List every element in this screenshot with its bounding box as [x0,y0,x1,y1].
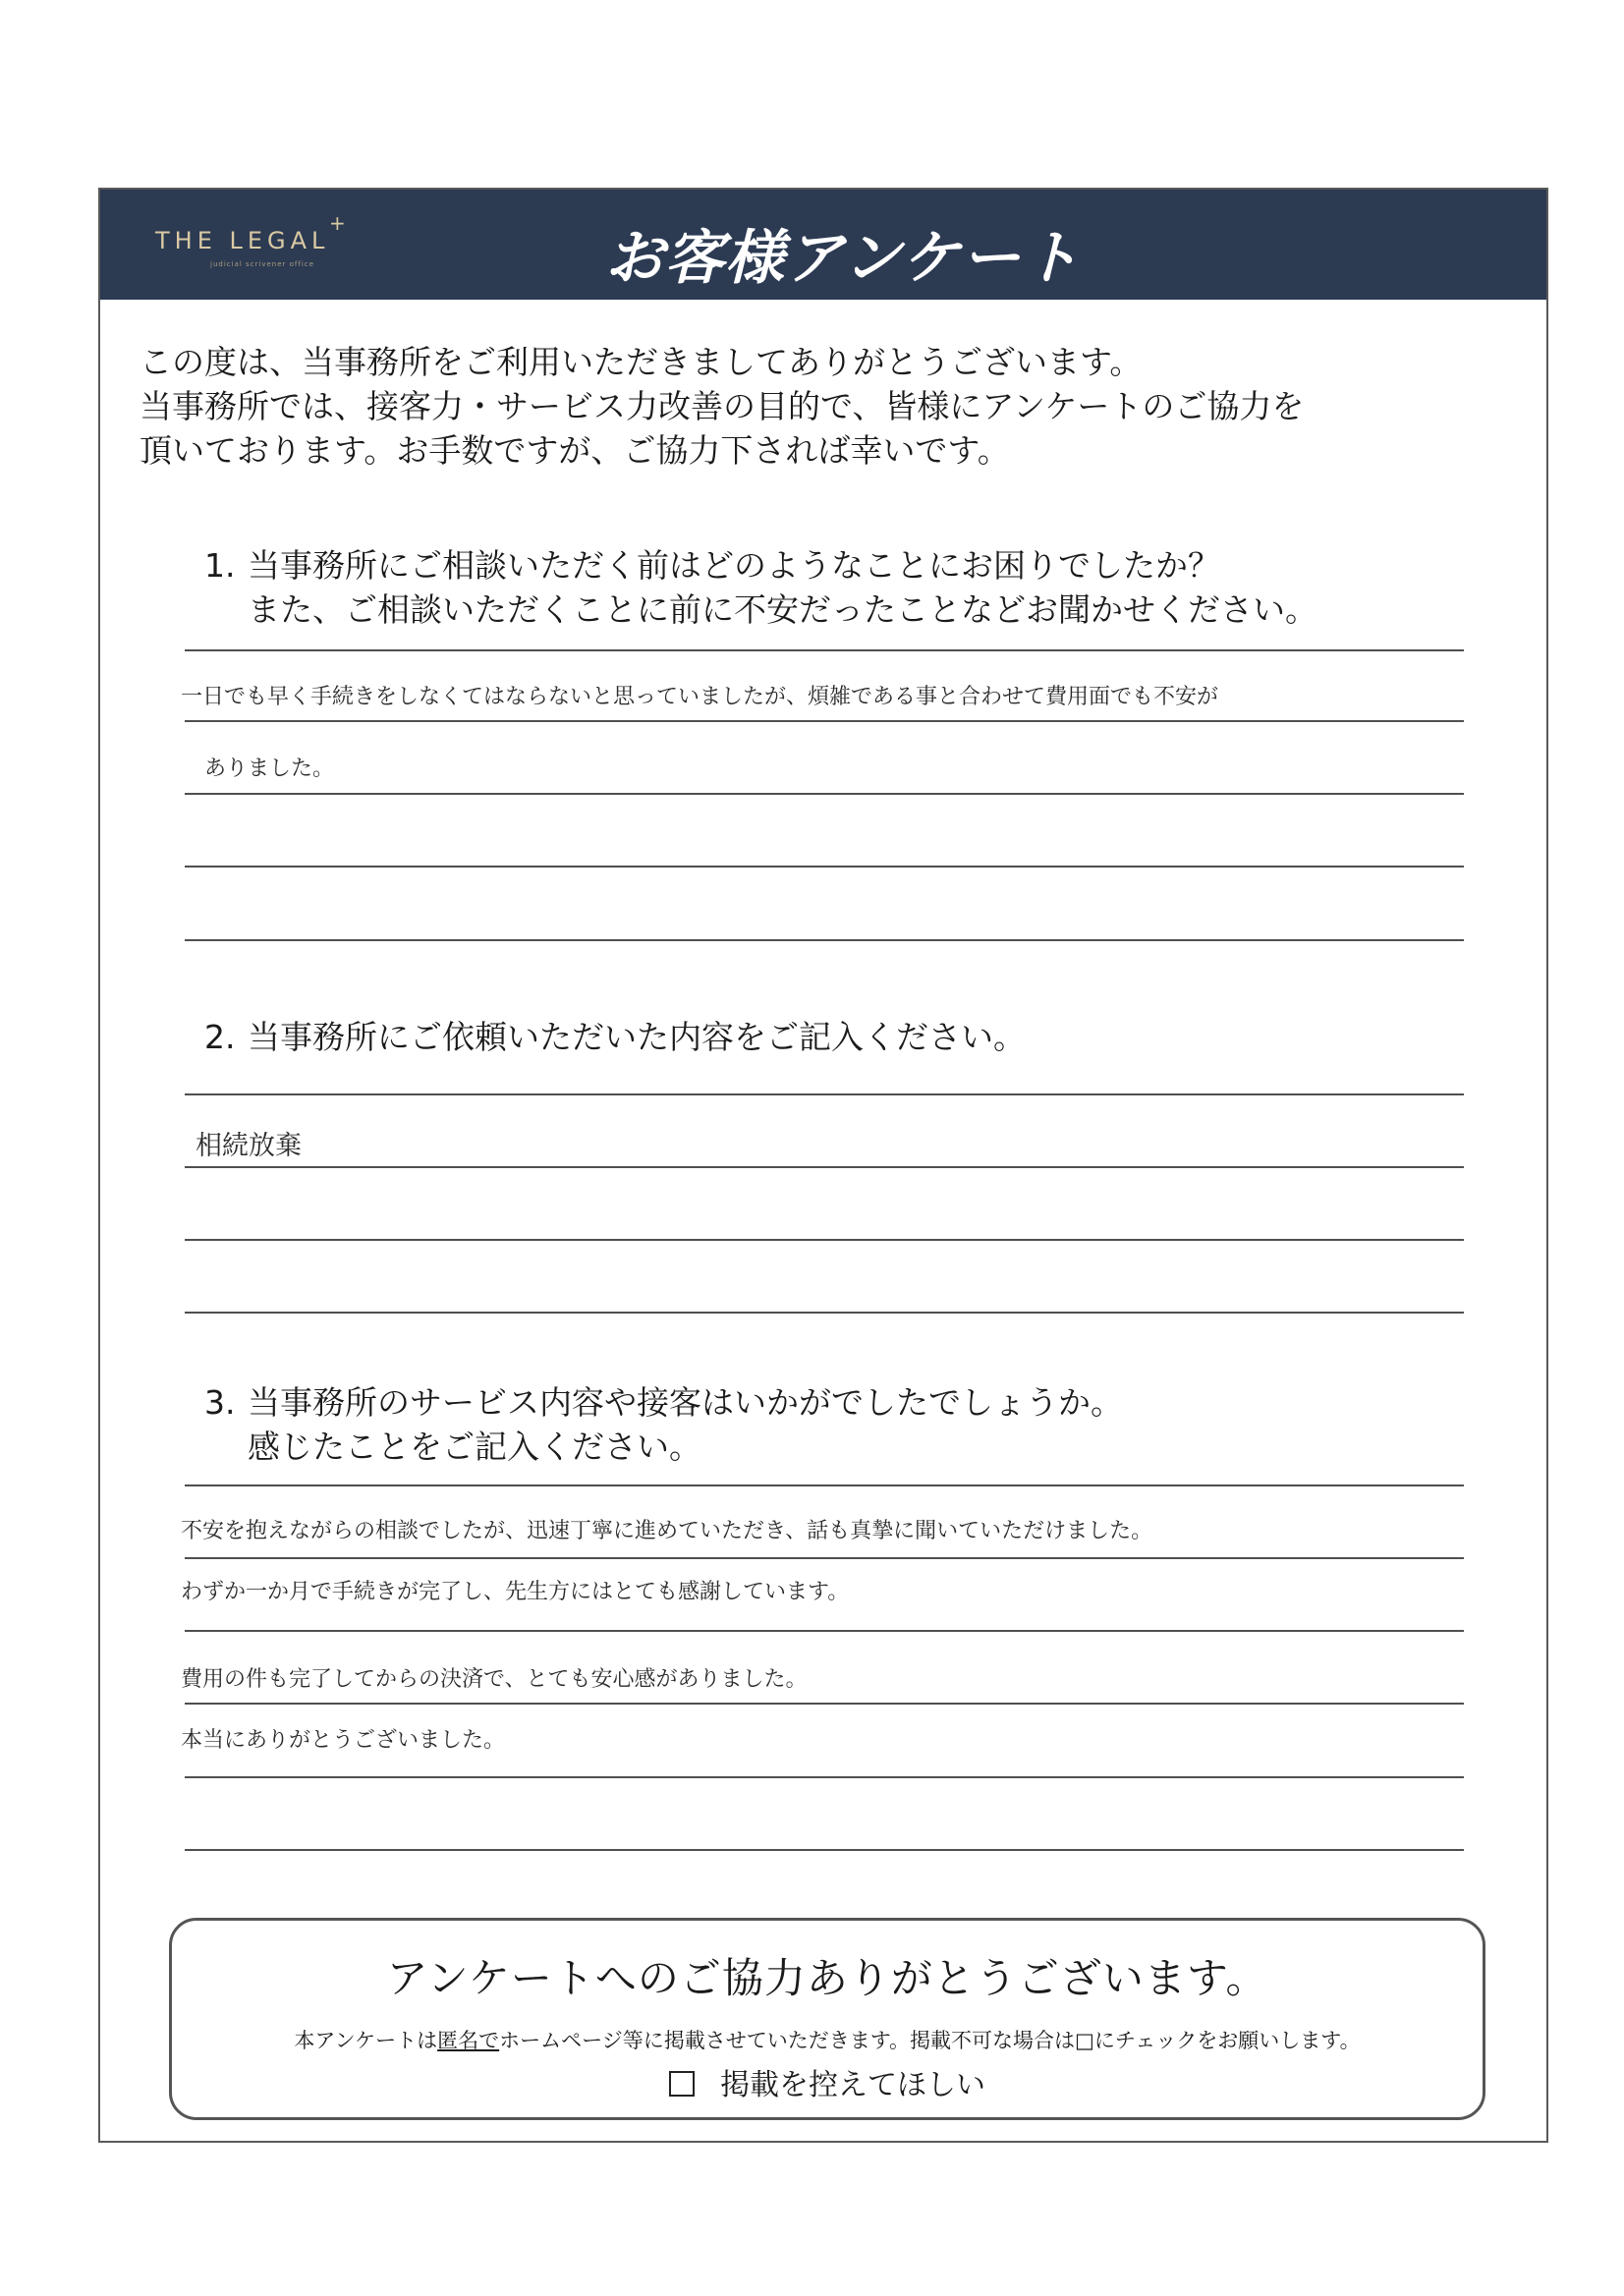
question-text: 感じたことをご記入ください。 [248,1428,701,1466]
answer-line [185,866,1464,868]
optout-label: 掲載を控えてほしい [720,2068,985,2102]
form-title: お客様アンケート [604,224,1082,293]
note-text: 本アンケートは [294,2029,438,2052]
question-number: 2. [204,1018,236,1056]
question-1 [204,543,1317,632]
optout-row [172,2060,1483,2103]
answer-line [185,1312,1464,1314]
question-text: 当事務所にご依頼いただいた内容をご記入ください。 [248,1018,1026,1056]
answer-text: 一日でも早く手続きをしなくてはならないと思っていましたが、煩雑である事と合わせて費用面でも不安が [181,685,1219,709]
logo-plus-mark: + [329,211,346,235]
note-text: ホームページ等に掲載させていただきます。掲載不可な場合は□にチェックをお願いします。 [499,2029,1361,2052]
answer-text: 費用の件も完了してからの決済で、とても安心感がありました。 [181,1667,808,1692]
answer-text: わずか一か月で手続きが完了し、先生方にはとても感謝しています。 [181,1580,850,1604]
answer-line [185,1703,1464,1705]
answer-line [185,1630,1464,1632]
question-number: 3. [204,1383,236,1422]
answer-line [185,1484,1464,1486]
note-underlined-text: 匿名で [437,2029,500,2052]
thanks-message: アンケートへのご協力ありがとうございます。 [386,1954,1268,2002]
answer-text: ありました。 [204,756,335,781]
publication-note [172,2025,1483,2054]
answer-line [185,939,1464,941]
question-2 [204,1015,1026,1059]
question-text: また、ご相談いただくことに前に不安だったことなどお聞かせください。 [248,590,1317,629]
answer-line [185,1239,1464,1241]
intro-text [140,340,1304,473]
answer-line [185,1557,1464,1559]
optout-checkbox[interactable] [669,2071,695,2097]
answer-line [185,1849,1464,1851]
form-header [100,190,1546,300]
answer-text: 相続放棄 [196,1131,302,1161]
company-logo: THE LEGAL [155,227,330,254]
intro-line: 当事務所では、接客力・サービス力改善の目的で、皆様にアンケートのご協力を [140,387,1305,425]
answer-line [185,1093,1464,1095]
answer-text: 不安を抱えながらの相談でしたが、迅速丁寧に進めていただき、話も真摯に聞いていただけました。 [181,1519,1153,1543]
intro-line: 頂いております。お手数ですが、ご協力下されば幸いです。 [140,431,1010,470]
intro-line: この度は、当事務所をご利用いただきましてありがとうございます。 [140,343,1143,381]
answer-line [185,649,1464,651]
survey-form [98,188,1548,2143]
answer-line [185,720,1464,722]
thanks-box [169,1918,1485,2120]
answer-line [185,1776,1464,1778]
question-text: 当事務所のサービス内容や接客はいかがでしたでしょうか。 [248,1383,1123,1422]
logo-subtitle: judicial scrivener office [210,260,314,268]
question-3 [204,1380,1123,1469]
question-text: 当事務所にご相談いただく前はどのようなことにお困りでしたか？ [248,546,1220,585]
answer-line [185,793,1464,795]
answer-text: 本当にありがとうございました。 [181,1728,506,1753]
question-number: 1. [204,546,236,585]
answer-line [185,1166,1464,1168]
